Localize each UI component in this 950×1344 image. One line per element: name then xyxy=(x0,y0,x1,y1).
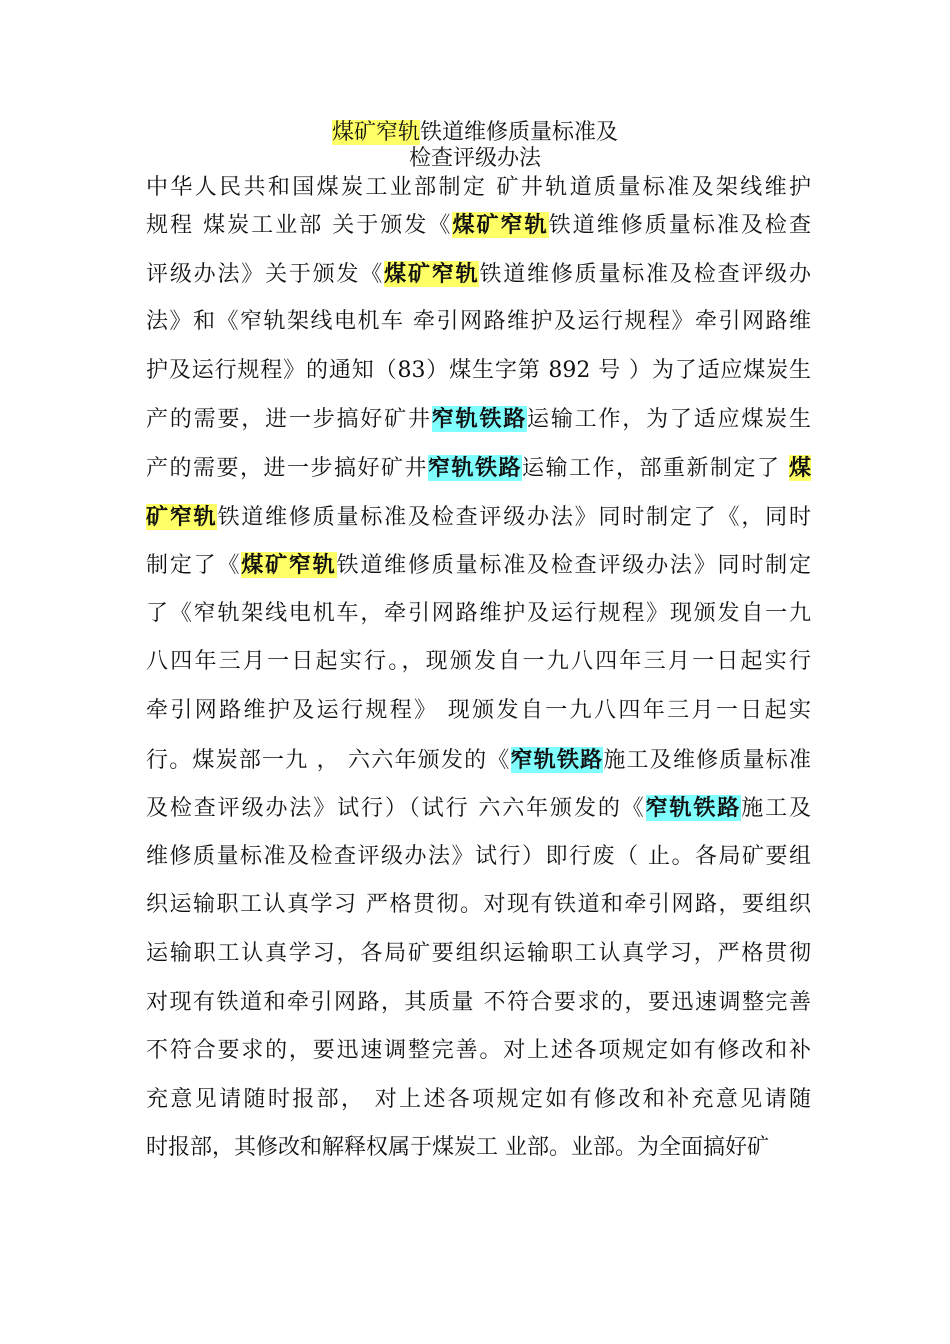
text-run: 法》和《窄轨架线电机车 牵引网路维护及运行规程》牵引网路维 xyxy=(146,309,811,335)
body-line xyxy=(146,791,811,840)
body-line xyxy=(146,305,811,354)
body-line xyxy=(146,840,811,889)
body-line xyxy=(146,257,811,306)
highlighted-term: 窄轨铁路 xyxy=(510,746,604,773)
text-run: 产的需要，进一步搞好矿井 xyxy=(146,455,428,481)
body-line xyxy=(146,937,811,986)
text-run: 不符合要求的，要迅速调整完善。对上述各项规定如有修改和补 xyxy=(146,1038,811,1064)
title-line-1 xyxy=(0,120,950,146)
text-run: 铁道维修质量标准及检查评级办 xyxy=(479,261,811,287)
body-line xyxy=(146,174,811,208)
text-run: 铁道维修质量标准及检查评级办法》同时制定 xyxy=(336,553,811,579)
text-run: 护及运行规程》的通知（83）煤生字第 892 号 ）为了适应煤炭生 xyxy=(146,357,811,383)
body-line xyxy=(146,451,811,500)
text-run: 维修质量标准及检查评级办法》试行）即行废（ 止。各局矿要组 xyxy=(146,843,811,869)
text-run: 运输工作，部重新制定了 xyxy=(521,455,789,481)
text-run: 施工及 xyxy=(741,796,811,822)
body-line xyxy=(146,1034,811,1083)
highlighted-term: 煤矿窄轨 xyxy=(331,120,420,145)
body-line xyxy=(146,743,811,792)
text-run: 牵引网路维护及运行规程》 现颁发自一九八四年三月一日起实 xyxy=(146,697,811,723)
text-run: 及检查评级办法》试行）（试行 六六年颁发的《 xyxy=(146,796,646,822)
body-line xyxy=(146,645,811,694)
body-line xyxy=(146,402,811,451)
highlighted-term: 窄轨铁路 xyxy=(427,454,522,481)
highlighted-term: 煤 xyxy=(788,454,811,481)
text-run: 织运输职工认真学习 严格贯彻。对现有铁道和牵引网路，要组织 xyxy=(146,892,811,918)
text-run: 评级办法》关于颁发《 xyxy=(146,261,385,287)
text-run: 规程 煤炭工业部 关于颁发《 xyxy=(146,213,453,238)
body-line xyxy=(146,548,811,597)
text-run: 铁道维修质量标准及检查 xyxy=(548,213,811,238)
highlighted-term: 煤矿窄轨 xyxy=(452,212,549,238)
body-line xyxy=(146,208,811,257)
text-run: 铁道维修质量标准及 xyxy=(420,120,619,145)
text-run: 时报部，其修改和解释权属于煤炭工 业部。业部。为全面搞好矿 xyxy=(146,1135,769,1161)
body-line xyxy=(146,354,811,403)
body-line xyxy=(146,888,811,937)
text-run: 制定了《 xyxy=(146,553,242,579)
body-line xyxy=(146,694,811,743)
body-line xyxy=(146,500,811,549)
body-line xyxy=(146,1131,811,1180)
text-run: 运输工作，为了适应煤炭生 xyxy=(527,407,811,433)
text-run: 检查评级办法 xyxy=(408,146,541,171)
text-run: 施工及维修质量标准 xyxy=(603,747,811,773)
highlighted-term: 窄轨铁路 xyxy=(431,406,528,433)
body-line xyxy=(146,986,811,1035)
document-body xyxy=(146,174,811,1180)
document-title xyxy=(0,120,950,172)
text-run: 八四年三月一日起实行。，现颁发自一九八四年三月一日起实行 xyxy=(146,649,811,675)
highlighted-term: 煤矿窄轨 xyxy=(241,552,337,579)
text-run: 中华人民共和国煤炭工业部制定 矿井轨道质量标准及架线维护 xyxy=(146,175,811,200)
text-run: 行。煤炭部一九 ， 六六年颁发的《 xyxy=(146,747,511,773)
text-run: 产的需要，进一步搞好矿井 xyxy=(146,407,432,433)
highlighted-term: 煤矿窄轨 xyxy=(384,260,480,287)
title-line-2 xyxy=(0,146,950,172)
body-line xyxy=(146,597,811,646)
highlighted-term: 窄轨铁路 xyxy=(645,795,742,822)
text-run: 了《窄轨架线电机车，牵引网路维护及运行规程》现颁发自一九 xyxy=(146,600,811,626)
highlighted-term: 矿窄轨 xyxy=(146,503,218,530)
text-run: 运输职工认真学习，各局矿要组织运输职工认真学习，严格贯彻 xyxy=(146,940,811,966)
body-line xyxy=(146,1083,811,1132)
text-run: 充意见请随时报部， 对上述各项规定如有修改和补充意见请随 xyxy=(146,1086,811,1112)
text-run: 对现有铁道和牵引网路，其质量 不符合要求的，要迅速调整完善 xyxy=(146,989,811,1015)
text-run: 铁道维修质量标准及检查评级办法》同时制定了《，同时 xyxy=(217,504,811,530)
